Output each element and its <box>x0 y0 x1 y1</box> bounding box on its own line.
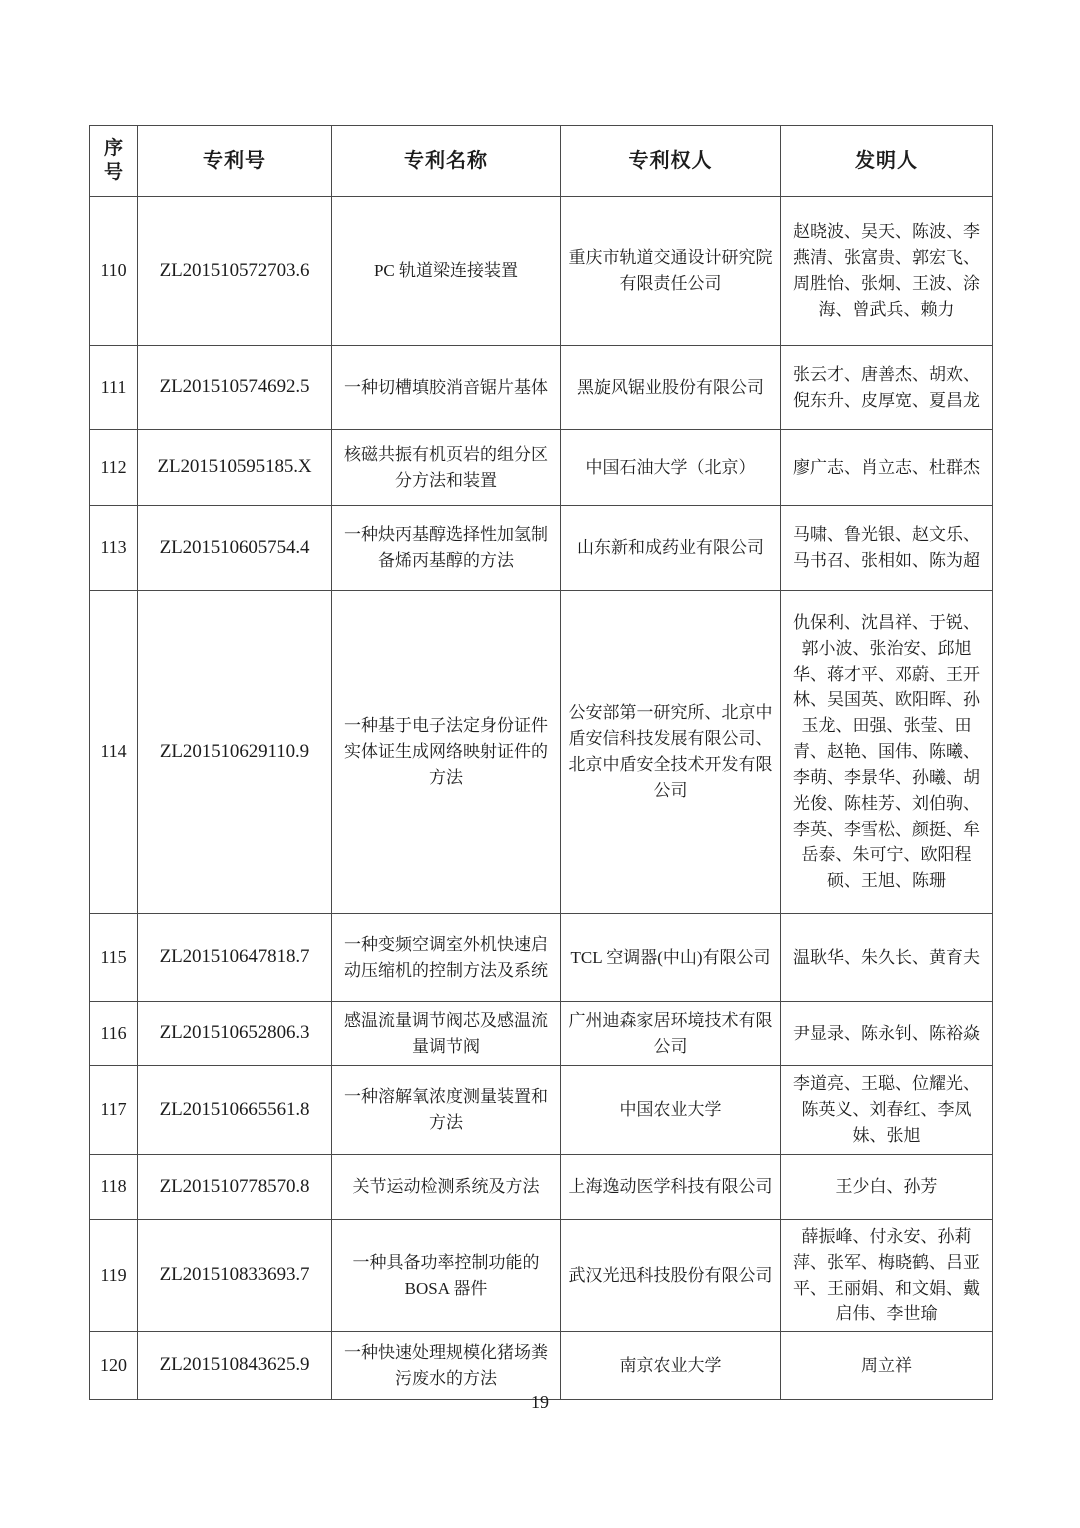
patent-table-container <box>89 125 992 1400</box>
cell-patent-number: ZL201510595185.X <box>138 430 332 506</box>
cell-patent-name: 关节运动检测系统及方法 <box>332 1155 561 1220</box>
cell-index: 113 <box>90 506 138 591</box>
table-header-row <box>90 126 993 197</box>
cell-patent-number: ZL201510629110.9 <box>138 591 332 914</box>
table-row <box>90 1066 993 1155</box>
column-header-patent-owner: 专利权人 <box>561 126 781 197</box>
cell-patent-name: 一种快速处理规模化猪场粪污废水的方法 <box>332 1332 561 1400</box>
cell-patent-number: ZL201510833693.7 <box>138 1220 332 1332</box>
column-header-patent-name: 专利名称 <box>332 126 561 197</box>
table-header <box>90 126 993 197</box>
cell-patent-number: ZL201510605754.4 <box>138 506 332 591</box>
cell-patent-name: 一种具备功率控制功能的 BOSA 器件 <box>332 1220 561 1332</box>
cell-patent-name: 核磁共振有机页岩的组分区分方法和装置 <box>332 430 561 506</box>
cell-patent-name: 一种切槽填胶消音锯片基体 <box>332 346 561 430</box>
cell-patent-number: ZL201510572703.6 <box>138 197 332 346</box>
table-row <box>90 1220 993 1332</box>
cell-index: 118 <box>90 1155 138 1220</box>
column-header-index-line1: 序 <box>103 138 123 160</box>
cell-index: 116 <box>90 1002 138 1066</box>
cell-patent-owner: 中国石油大学（北京） <box>561 430 781 506</box>
column-header-inventors: 发明人 <box>781 126 993 197</box>
column-header-patent-number: 专利号 <box>138 126 332 197</box>
cell-patent-owner: TCL 空调器(中山)有限公司 <box>561 914 781 1002</box>
table-row <box>90 914 993 1002</box>
cell-inventors: 薛振峰、付永安、孙莉萍、张军、梅晓鹤、吕亚平、王丽娟、和文娟、戴启伟、李世瑜 <box>781 1220 993 1332</box>
cell-patent-name: 感温流量调节阀芯及感温流量调节阀 <box>332 1002 561 1066</box>
table-row <box>90 197 993 346</box>
cell-patent-owner: 武汉光迅科技股份有限公司 <box>561 1220 781 1332</box>
cell-inventors: 廖广志、肖立志、杜群杰 <box>781 430 993 506</box>
cell-patent-owner: 上海逸动医学科技有限公司 <box>561 1155 781 1220</box>
cell-inventors: 仇保利、沈昌祥、于锐、郭小波、张治安、邱旭华、蒋才平、邓蔚、王开林、吴国英、欧阳晖、孙玉龙、田强、张莹、田青、赵艳、国伟、陈曦、李萌、李景华、孙曦、胡光俊、陈桂芳、刘伯驹、李英、李雪松、颜挺、牟岳泰、朱可宁、欧阳程硕、王旭、陈珊 <box>781 591 993 914</box>
cell-index: 117 <box>90 1066 138 1155</box>
cell-index: 114 <box>90 591 138 914</box>
cell-patent-number: ZL201510652806.3 <box>138 1002 332 1066</box>
table-row <box>90 430 993 506</box>
cell-patent-owner: 山东新和成药业有限公司 <box>561 506 781 591</box>
cell-patent-owner: 广州迪森家居环境技术有限公司 <box>561 1002 781 1066</box>
cell-index: 120 <box>90 1332 138 1400</box>
table-body <box>90 197 993 1400</box>
cell-patent-number: ZL201510843625.9 <box>138 1332 332 1400</box>
cell-patent-name: 一种炔丙基醇选择性加氢制备烯丙基醇的方法 <box>332 506 561 591</box>
cell-patent-owner: 公安部第一研究所、北京中盾安信科技发展有限公司、北京中盾安全技术开发有限公司 <box>561 591 781 914</box>
column-header-index <box>90 126 138 197</box>
cell-inventors: 马啸、鲁光银、赵文乐、马书召、张相如、陈为超 <box>781 506 993 591</box>
cell-patent-number: ZL201510665561.8 <box>138 1066 332 1155</box>
cell-inventors: 温耿华、朱久长、黄育夫 <box>781 914 993 1002</box>
cell-index: 111 <box>90 346 138 430</box>
cell-index: 115 <box>90 914 138 1002</box>
cell-patent-name: 一种基于电子法定身份证件实体证生成网络映射证件的方法 <box>332 591 561 914</box>
table-row <box>90 346 993 430</box>
cell-patent-number: ZL201510647818.7 <box>138 914 332 1002</box>
cell-inventors: 张云才、唐善杰、胡欢、倪东升、皮厚宽、夏昌龙 <box>781 346 993 430</box>
cell-patent-name: PC 轨道梁连接装置 <box>332 197 561 346</box>
cell-inventors: 王少白、孙芳 <box>781 1155 993 1220</box>
table-row <box>90 506 993 591</box>
patent-table <box>89 125 993 1400</box>
cell-patent-owner: 南京农业大学 <box>561 1332 781 1400</box>
cell-inventors: 李道亮、王聪、位耀光、陈英义、刘春红、李凤妹、张旭 <box>781 1066 993 1155</box>
table-row <box>90 1002 993 1066</box>
cell-patent-owner: 中国农业大学 <box>561 1066 781 1155</box>
table-row <box>90 1332 993 1400</box>
cell-patent-name: 一种溶解氧浓度测量装置和方法 <box>332 1066 561 1155</box>
column-header-index-line2: 号 <box>103 162 123 183</box>
cell-patent-name: 一种变频空调室外机快速启动压缩机的控制方法及系统 <box>332 914 561 1002</box>
cell-index: 110 <box>90 197 138 346</box>
cell-inventors: 赵晓波、吴天、陈波、李燕清、张富贵、郭宏飞、周胜怡、张炯、王波、涂海、曾武兵、赖力 <box>781 197 993 346</box>
cell-index: 112 <box>90 430 138 506</box>
table-row <box>90 1155 993 1220</box>
table-row <box>90 591 993 914</box>
cell-patent-owner: 重庆市轨道交通设计研究院有限责任公司 <box>561 197 781 346</box>
cell-patent-owner: 黑旋风锯业股份有限公司 <box>561 346 781 430</box>
cell-index: 119 <box>90 1220 138 1332</box>
cell-inventors: 尹显录、陈永钊、陈裕焱 <box>781 1002 993 1066</box>
page-number: 19 <box>531 1392 549 1412</box>
cell-inventors: 周立祥 <box>781 1332 993 1400</box>
cell-patent-number: ZL201510574692.5 <box>138 346 332 430</box>
cell-patent-number: ZL201510778570.8 <box>138 1155 332 1220</box>
